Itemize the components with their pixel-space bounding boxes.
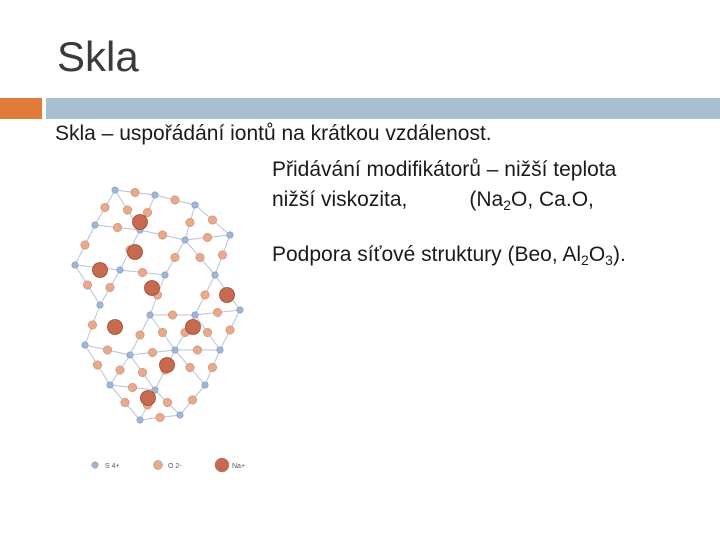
body-line-3 (272, 188, 594, 212)
formula-end: ). (612, 243, 626, 266)
body-line-1: Skla – uspořádání iontů na krátkou vzdálenost. (55, 122, 492, 145)
oxygen-ion (163, 398, 171, 406)
oxygen-ion (226, 326, 234, 334)
silicon-ion (147, 312, 153, 318)
oxygen-ion (186, 363, 194, 371)
oxygen-ion (193, 346, 201, 354)
body-line-2: Přidávání modifikátorů – nižší teplota (272, 158, 617, 181)
header-bar (46, 98, 720, 119)
silicon-ion (152, 192, 158, 198)
oxygen-ion (171, 196, 179, 204)
oxygen-ion (83, 281, 91, 289)
legend-swatch-si (92, 462, 98, 468)
oxygen-ion (131, 188, 139, 196)
silicon-ion (97, 302, 103, 308)
legend-label-na: Na+ (232, 463, 246, 470)
oxygen-ion (81, 241, 89, 249)
sodium-ion (160, 358, 175, 373)
oxygen-ion (123, 206, 131, 214)
accent-bar (0, 98, 42, 119)
oxygen-ion (88, 321, 96, 329)
formula-sub-3: 3 (605, 252, 613, 268)
oxygen-ion (128, 383, 136, 391)
silicon-ion (202, 382, 208, 388)
oxygen-ion (143, 208, 151, 216)
formula-sub-2: 2 (581, 252, 589, 268)
silicon-ion (162, 272, 168, 278)
silicon-ion (72, 262, 78, 268)
oxygen-ion (93, 361, 101, 369)
oxygen-ion (158, 231, 166, 239)
formula-o: O (588, 243, 606, 266)
oxygen-ion (158, 328, 166, 336)
silicon-ion (192, 202, 198, 208)
silicon-ion (127, 352, 133, 358)
oxygen-ion (208, 216, 216, 224)
legend-label-si: S 4+ (105, 463, 120, 470)
oxygen-ion (168, 311, 176, 319)
silicon-ion (217, 347, 223, 353)
silicon-ion (212, 272, 218, 278)
oxygen-ion (213, 308, 221, 316)
silicon-ion (82, 342, 88, 348)
oxygen-ion (171, 253, 179, 261)
sodium-ion (220, 288, 235, 303)
oxygen-ion (186, 218, 194, 226)
body-line-4-text: Podpora síťové struktury (Beo, Al (272, 243, 582, 266)
sodium-ion (93, 263, 108, 278)
oxygen-ion (101, 203, 109, 211)
oxygen-ion (196, 253, 204, 261)
sodium-ion (145, 281, 160, 296)
oxygen-ion (136, 331, 144, 339)
oxygen-ion (203, 328, 211, 336)
silicon-ion (237, 307, 243, 313)
oxygen-ion (113, 223, 121, 231)
silicon-ion (107, 382, 113, 388)
legend-label-o: O 2- (168, 463, 182, 470)
oxygen-ion (156, 413, 164, 421)
silicon-ion (227, 232, 233, 238)
sodium-ion (141, 391, 156, 406)
silicon-ion (117, 267, 123, 273)
silicon-ion (192, 312, 198, 318)
formula-sub: 2 (503, 197, 512, 213)
oxygen-ion (201, 291, 209, 299)
silicon-ion (182, 237, 188, 243)
sodium-ion (133, 215, 148, 230)
slide-title: Skla (57, 33, 139, 80)
oxygen-ion (138, 368, 146, 376)
sodium-ion (128, 245, 143, 260)
sodium-ion (186, 320, 201, 335)
silicon-ion (137, 417, 143, 423)
oxygen-ion (218, 251, 226, 259)
oxygen-ion (203, 233, 211, 241)
oxygen-ion (148, 348, 156, 356)
body-line-4 (272, 243, 626, 267)
formula-na2o-start: (Na (469, 188, 504, 211)
oxygen-ion (138, 268, 146, 276)
silicon-ion (92, 222, 98, 228)
formula-na2o-end: O, Ca.O, (511, 188, 594, 211)
sodium-ion (108, 320, 123, 335)
legend-swatch-o (154, 461, 163, 470)
silicon-ion (172, 347, 178, 353)
oxygen-ion (106, 283, 114, 291)
silicon-ion (177, 412, 183, 418)
oxygen-ion (103, 346, 111, 354)
oxygen-ion (121, 398, 129, 406)
silicon-ion (112, 187, 118, 193)
body-line-3-text: nižší viskozita, (272, 188, 408, 211)
glass-network-diagram (55, 165, 270, 480)
legend-swatch-na (215, 458, 229, 472)
oxygen-ion (116, 366, 124, 374)
oxygen-ion (208, 363, 216, 371)
oxygen-ion (188, 396, 196, 404)
